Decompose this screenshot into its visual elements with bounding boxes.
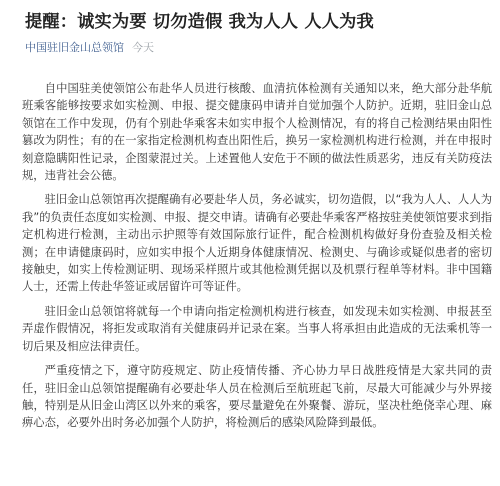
article-source-link[interactable]: 中国驻旧金山总领馆 [25, 41, 124, 54]
article-title: 提醒：诚实为要 切勿造假 我为人人 人人为我 [25, 12, 374, 32]
article-paragraph: 驻旧金山总领馆将就每一个申请向指定检测机构进行核查，如发现未如实检测、申报甚至弄虚作假情况，将拒发或取消有关健康码并记录在案。当事人将承担由此造成的无法乘机等一切后果及相应法律责任。 [22, 304, 492, 353]
publish-time: 今天 [132, 41, 154, 54]
article-paragraph: 驻旧金山总领馆再次提醒确有必要赴华人员，务必诚实，切勿造假，以“我为人人、人人为我”的负责任态度如实检测、申报、提交申请。请确有必要赴华乘客严格按驻美使领馆要求到指定机构进行检测，主动出示护照等有效国际旅行证件，配合检测机构做好身份查验及相关检测；在申请健康码时，应如实申报个人近期身体健康情况、检测史、与确诊或疑似患者的密切接触史，如实上传检测证明、现场采样照片或其他检测凭据以及机票行程单等材料。非中国籍人士，还需上传赴华签证或居留许可等证件。 [22, 193, 492, 294]
article-paragraph: 严重疫情之下，遵守防疫规定、防止疫情传播、齐心协力早日战胜疫情是大家共同的责任，驻旧金山总领馆提醒确有必要赴华人员在检测后至航班起飞前，尽最大可能减少与外界接触，特别是从旧金山湾区以外来的乘客，要尽量避免在外聚餐、游玩，坚决杜绝侥幸心理、麻痹心态，必要外出时务必加强个人防护，将检测后的感染风险降到最低。 [22, 364, 492, 430]
article-meta [25, 40, 154, 56]
article-body [22, 80, 492, 439]
article-paragraph: 自中国驻美使领馆公布赴华人员进行核酸、血清抗体检测有关通知以来，绝大部分赴华航班乘客能够按要求如实检测、申报、提交健康码申请并自觉加强个人防护。近期，驻旧金山总领馆在工作中发现，仍有个别赴华乘客未如实申报个人检测情况，有的将自己检测结果由阳性篡改为阴性；有的在一家指定检测机构查出阳性后，换另一家检测机构进行检测，并在申报时刻意隐瞒阳性记录，企图蒙混过关。上述置他人安危于不顾的做法性质恶劣，违反有关防疫法规，违背社会公德。 [22, 82, 492, 183]
